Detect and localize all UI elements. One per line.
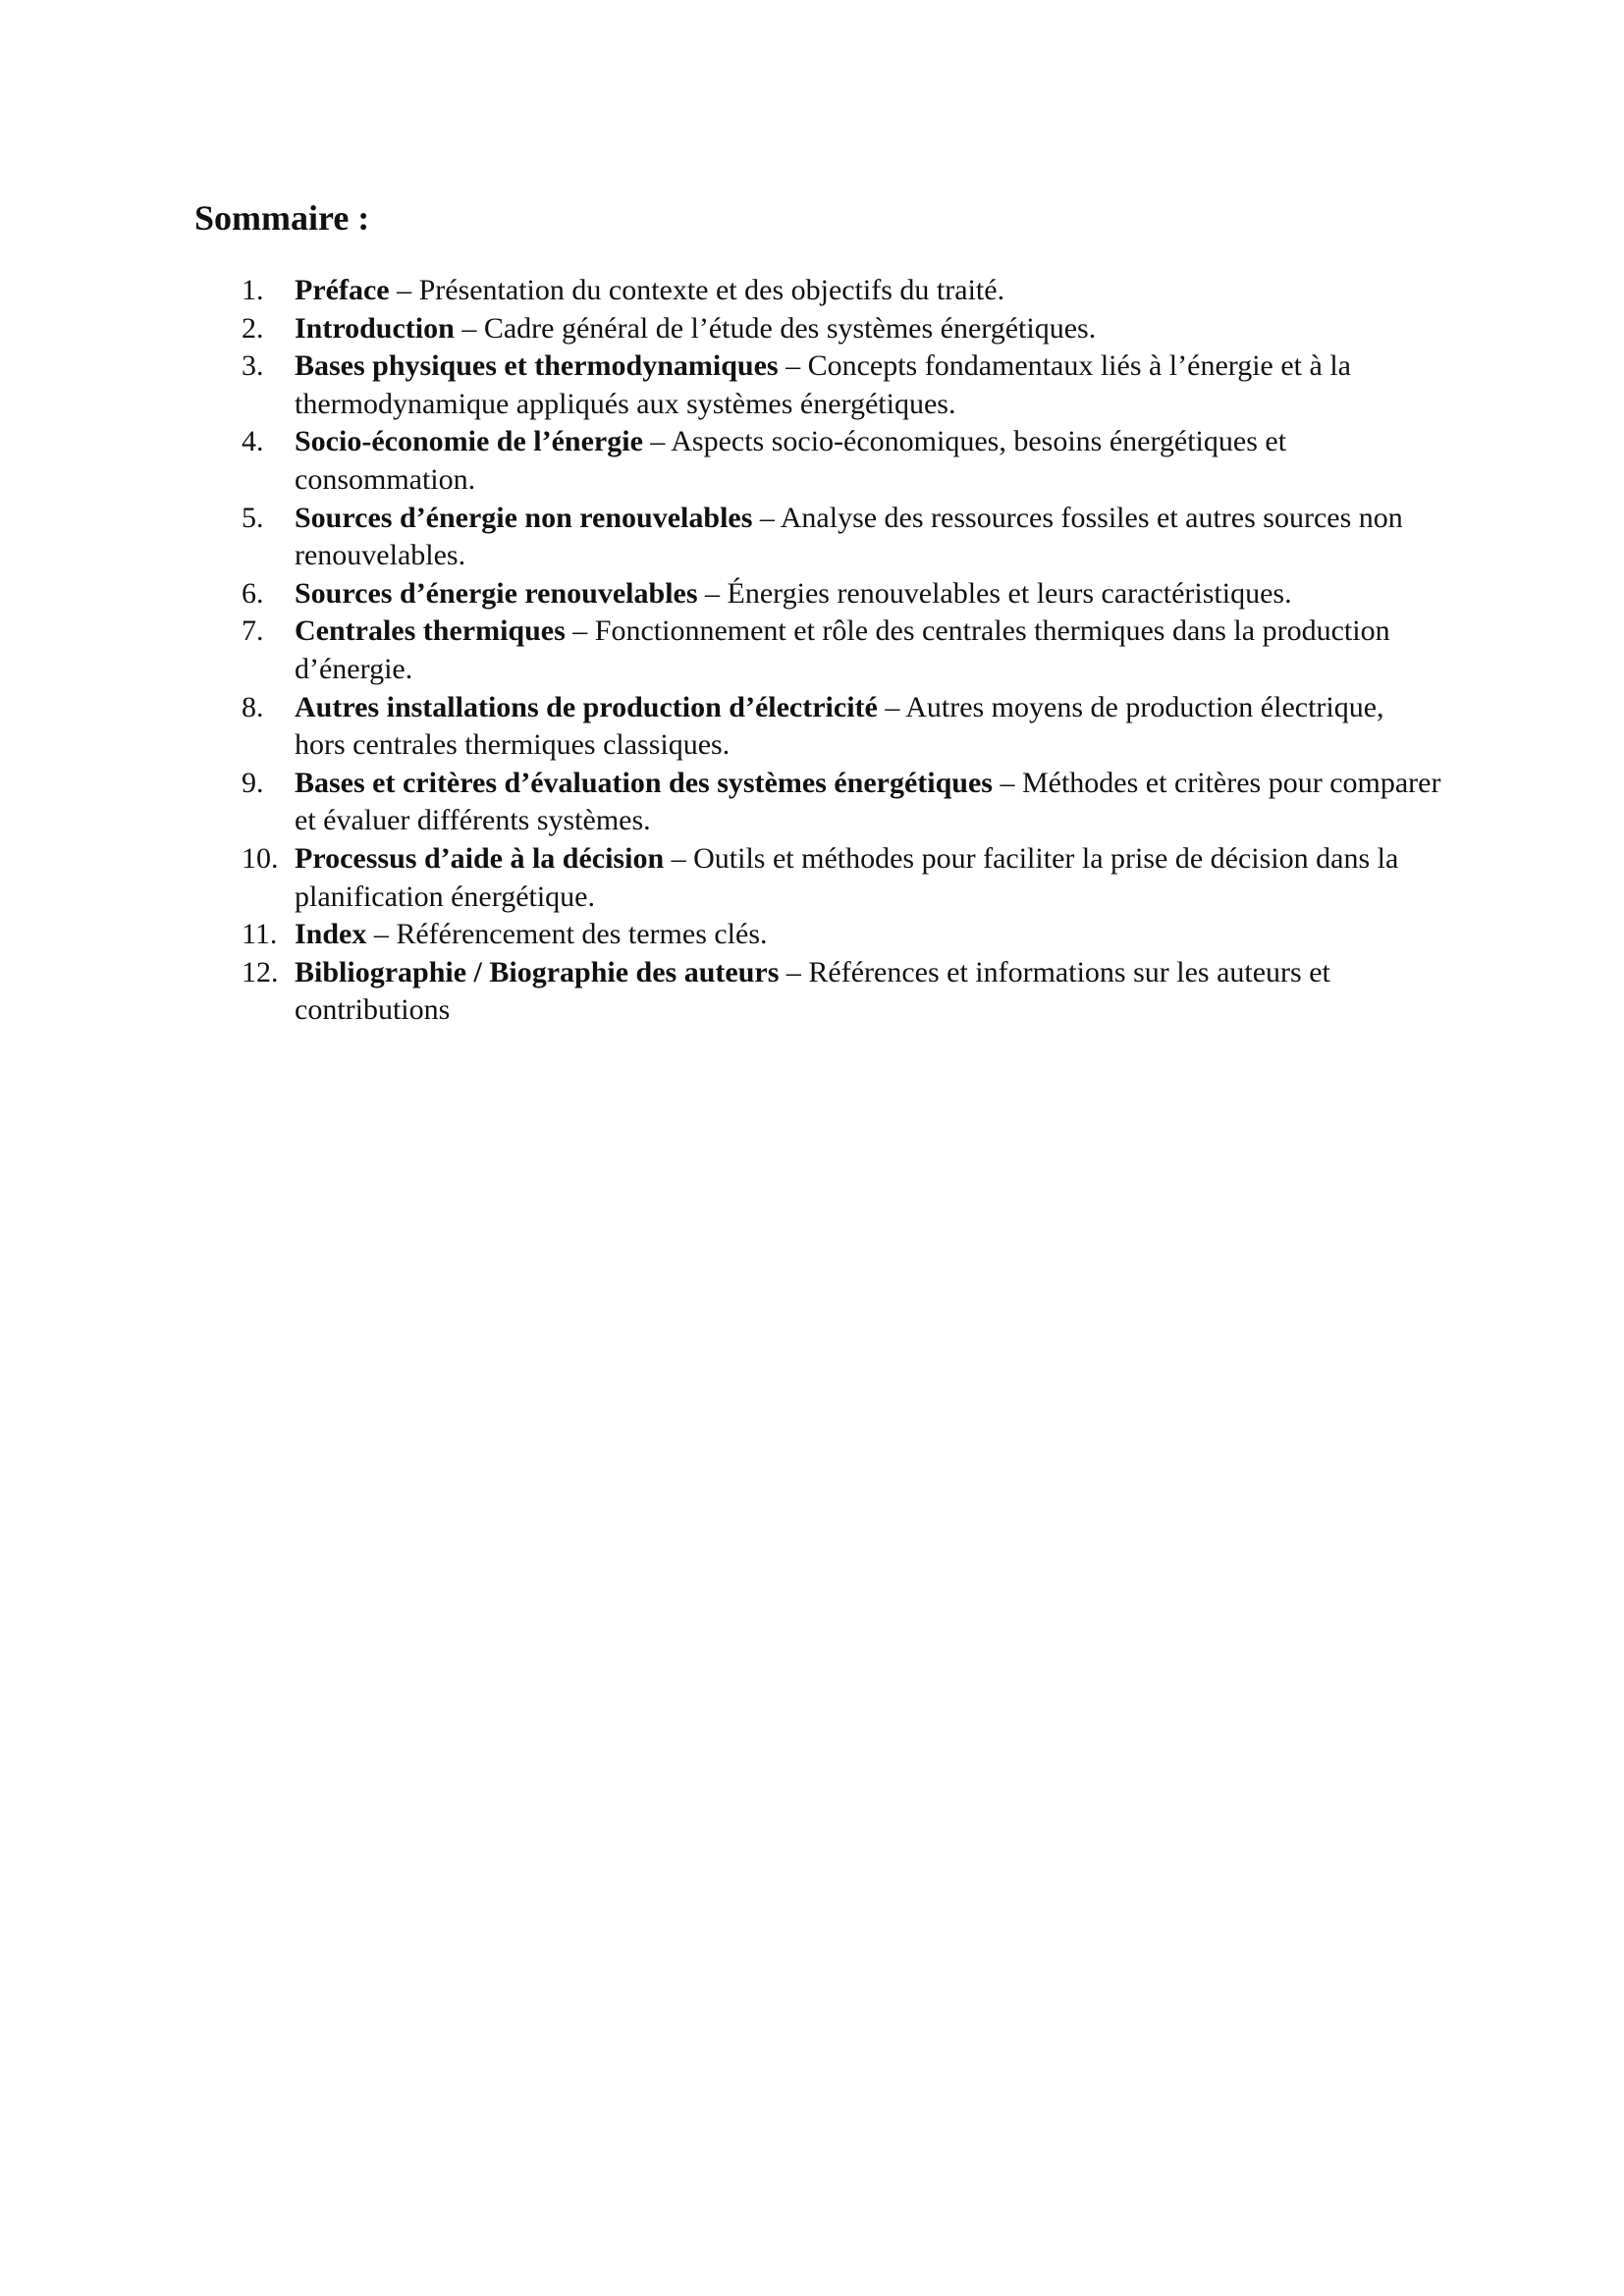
toc-item-label: Bibliographie / Biographie des auteurs (295, 955, 780, 988)
toc-item-bibliographie (194, 954, 1441, 1030)
table-of-contents (194, 272, 1441, 1030)
toc-item-description: – Fonctionnement et rôle des centrales thermiques dans la production d’énergie. (295, 614, 1390, 685)
toc-item-label: Introduction (295, 311, 455, 345)
toc-item-description: – Méthodes et critères pour comparer et évaluer différents systèmes. (295, 766, 1441, 837)
toc-item-description: – Autres moyens de production électrique, hors centrales thermiques classiques. (295, 690, 1384, 762)
toc-item-description: – Analyse des ressources fossiles et autres sources non renouvelables. (295, 501, 1403, 572)
toc-item-description: – Référencement des termes clés. (366, 918, 768, 951)
toc-item-number: 9. (242, 766, 264, 799)
toc-item-label: Préface (295, 274, 390, 306)
toc-item-number: 12. (242, 955, 279, 988)
page-title: Sommaire : (194, 198, 370, 238)
toc-item-label: Sources d’énergie non renouvelables (295, 501, 753, 534)
toc-item-renouvelables (194, 575, 1441, 614)
toc-item-number: 5. (242, 501, 264, 534)
toc-item-socio-economie (194, 423, 1441, 499)
toc-item-centrales-thermiques (194, 613, 1441, 688)
toc-item-number: 8. (242, 690, 264, 723)
toc-item-label: Socio-économie de l’énergie (295, 425, 643, 458)
toc-item-label: Bases et critères d’évaluation des systèmes énergétiques (295, 766, 993, 799)
toc-item-number: 4. (242, 425, 264, 458)
toc-item-non-renouvelables (194, 500, 1441, 575)
toc-item-description: – Aspects socio-économiques, besoins énergétiques et consommation. (295, 425, 1287, 496)
toc-item-number: 11. (242, 918, 278, 951)
toc-item-number: 10. (242, 841, 279, 875)
toc-item-number: 2. (242, 311, 264, 345)
toc-item-number: 3. (242, 349, 264, 383)
toc-item-number: 6. (242, 576, 264, 610)
toc-item-label: Index (295, 918, 367, 951)
toc-item-evaluation (194, 765, 1441, 840)
toc-item-description: – Présentation du contexte et des objectifs du traité. (389, 274, 1005, 306)
toc-item-label: Centrales thermiques (295, 614, 566, 648)
toc-item-number: 7. (242, 614, 264, 648)
toc-item-description: – Outils et méthodes pour faciliter la prise de décision dans la planification énergétique. (295, 841, 1399, 913)
toc-item-label: Autres installations de production d’électricité (295, 690, 878, 723)
toc-item-description: – Références et informations sur les auteurs et contributions (295, 955, 1330, 1027)
toc-item-label: Sources d’énergie renouvelables (295, 576, 698, 610)
toc-item-preface (194, 272, 1441, 310)
toc-item-label: Bases physiques et thermodynamiques (295, 349, 779, 383)
toc-item-introduction (194, 310, 1441, 348)
toc-item-autres-installations (194, 689, 1441, 765)
toc-item-index (194, 916, 1441, 954)
toc-item-aide-decision (194, 840, 1441, 916)
toc-item-label: Processus d’aide à la décision (295, 841, 665, 875)
toc-item-number: 1. (242, 274, 264, 306)
toc-item-bases-physiques (194, 347, 1441, 423)
toc-item-description: – Énergies renouvelables et leurs caractéristiques. (697, 576, 1292, 610)
toc-item-description: – Cadre général de l’étude des systèmes énergétiques. (454, 311, 1097, 345)
toc-item-description: – Concepts fondamentaux liés à l’énergie et à la thermodynamique appliqués aux systèmes énergétiques. (295, 349, 1351, 420)
